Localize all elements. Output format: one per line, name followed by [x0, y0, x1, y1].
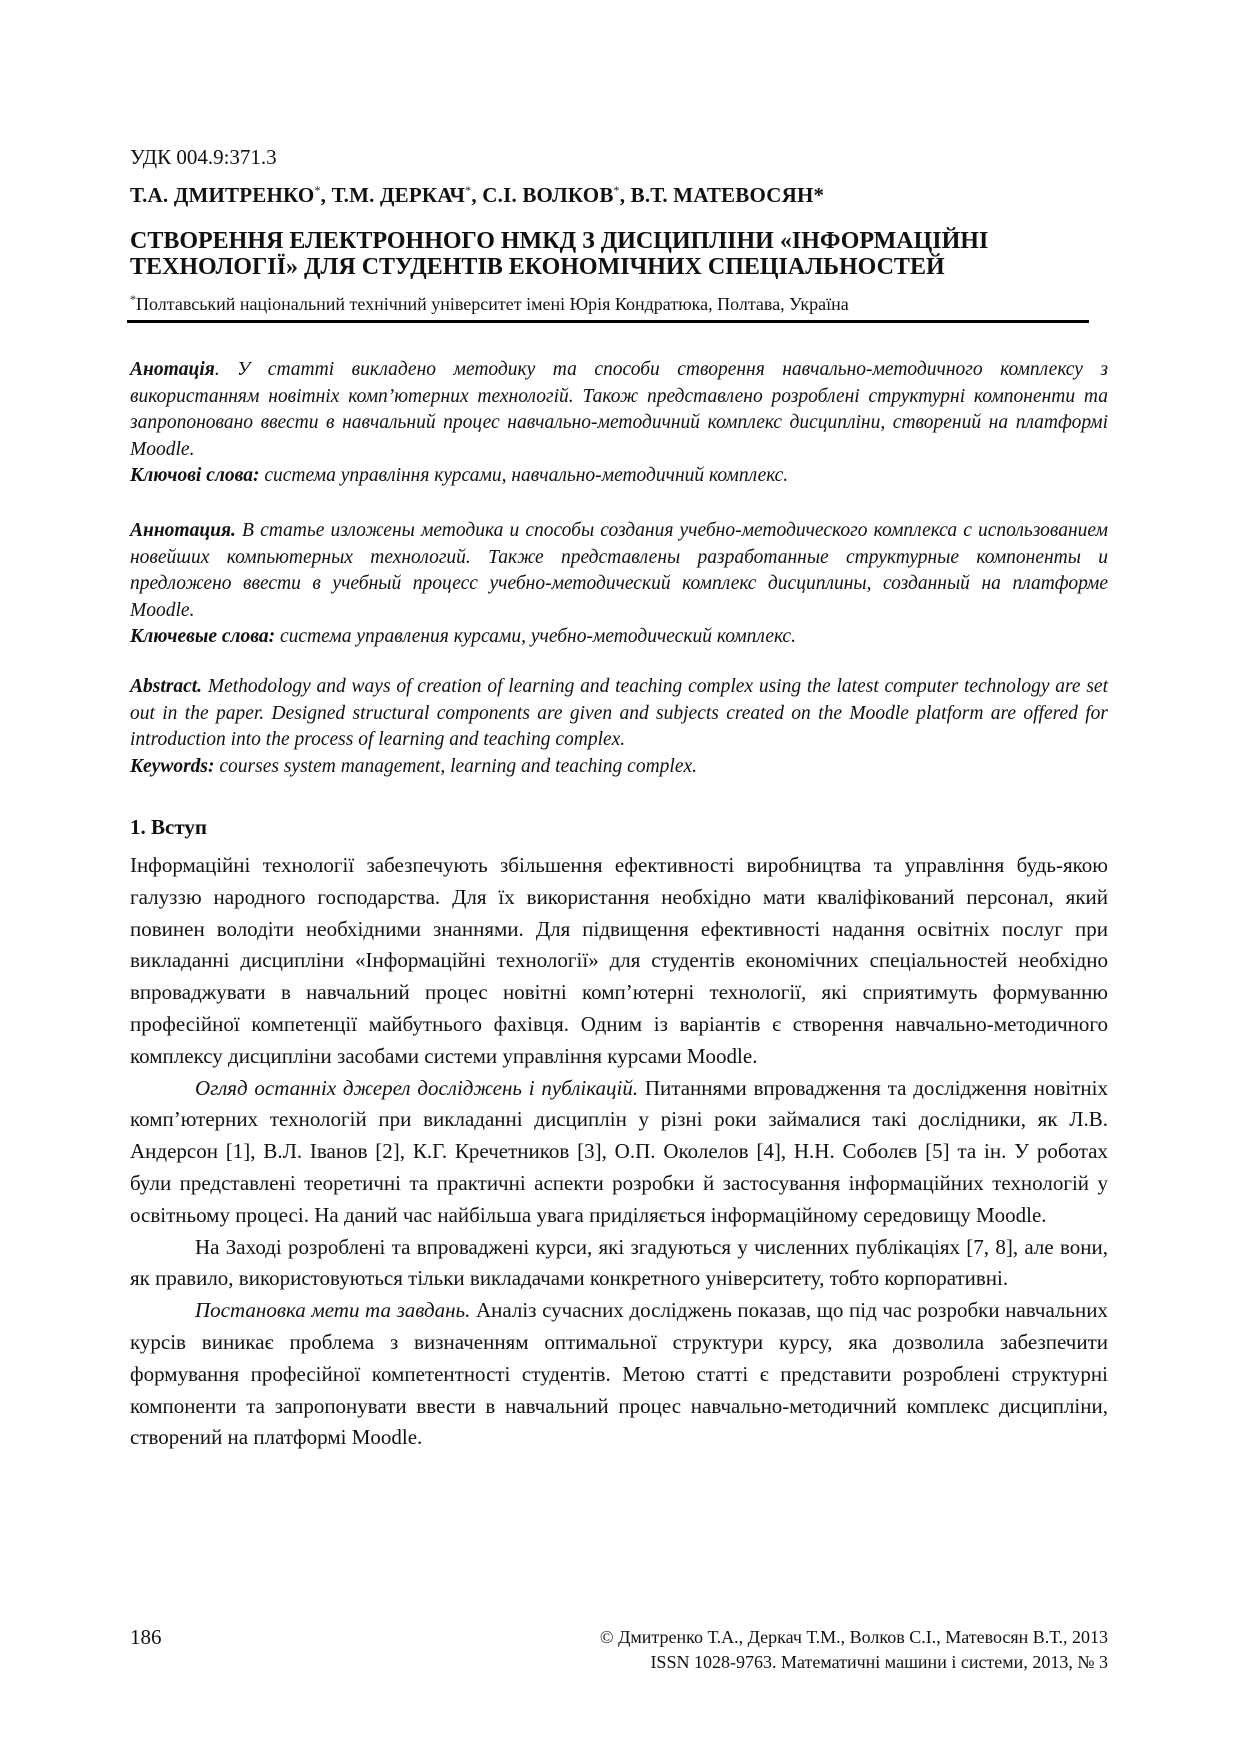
abstract-ukrainian: [130, 357, 1108, 490]
author-name: С.І. ВОЛКОВ: [482, 183, 614, 207]
keywords: [130, 463, 1108, 490]
keywords-text: courses system management, learning and teaching complex.: [214, 755, 698, 777]
affiliation-mark: *: [613, 183, 620, 197]
paper-title: [130, 228, 1110, 280]
abstract-label: Abstract.: [130, 676, 203, 697]
affiliation-mark: *: [130, 292, 136, 306]
affiliation: [130, 292, 849, 315]
author-name: Т.М. ДЕРКАЧ: [331, 183, 466, 207]
udc-code: УДК 004.9:371.3: [130, 145, 277, 169]
author-list: Т.А. ДМИТРЕНКО*, Т.М. ДЕРКАЧ*, С.І. ВОЛКОВ*, В.Т. МАТЕВОСЯН*: [130, 183, 825, 207]
abstract-label: Анотація: [130, 359, 215, 380]
paragraph: Постановка мети та завдань. Аналіз сучасних досліджень показав, що під час розробки навчальних курсів виникає проблема з визначенням оптимальної структури курсу, яка дозволила забезпечити формування професійної компетентності студентів. Метою статті є представити розроблені структурні компоненти та запропонувати ввести в навчальний процес навчально-методичний комплекс дисципліни, створений на платформі Moodle.: [130, 1298, 1108, 1450]
keywords-label: Ключові слова:: [130, 465, 260, 486]
author-name: Т.А. ДМИТРЕНКО: [130, 183, 315, 207]
page-footer: [600, 1625, 1108, 1675]
journal-line: ISSN 1028-9763. Математичні машини і системи, 2013, № 3: [650, 1652, 1108, 1672]
header-rule: [127, 320, 1089, 323]
section-body: [130, 850, 1108, 1454]
keywords-text: система управления курсами, учебно-методический комплекс.: [275, 626, 796, 647]
abstract-english: [130, 674, 1108, 780]
keywords-label: Ключевые слова:: [130, 626, 276, 647]
keywords-label: Keywords:: [130, 755, 215, 777]
abstract-text: В статье изложены методика и способы создания учебно-методического комплекса с использованием новейших компьютерных технологий. Также представлены разработанные структурные компоненты и предложено ввести в учебный процесс учебно-методический комплекс дисциплины, созданный на платформе Moodle.: [130, 520, 1108, 621]
keywords: [130, 624, 1108, 651]
abstract-russian: [130, 518, 1108, 651]
title-line: СТВОРЕННЯ ЕЛЕКТРОННОГО НМКД З ДИСЦИПЛІНИ «ІНФОРМАЦІЙНІ: [130, 228, 989, 254]
author-name: В.Т. МАТЕВОСЯН*: [630, 183, 825, 207]
paragraph: Огляд останніх джерел досліджень і публікацій. Питаннями впровадження та дослідження новітніх комп’ютерних технологій при викладанні дисциплін у різні роки займалися такі дослідники, як Л.В. Андерсон [1], В.Л. Іванов [2], К.Г. Кречетников [3], О.П. Околелов [4], Н.Н. Соболєв [5] та ін. У роботах були представлені теоретичні та практичні аспекти розробки й застосування інформаційних технологій у освітньому процесі. На даний час найбільша увага приділяється інформаційному середовищу Moodle.: [130, 1075, 1108, 1227]
abstract-text: Methodology and ways of creation of learning and teaching complex using the latest computer technology are set out in the paper. Designed structural components are given and subjects created on the Moodle platform are offered for introduction into the process of learning and teaching complex.: [130, 676, 1108, 750]
affiliation-mark: *: [314, 183, 321, 197]
copyright-line: © Дмитренко Т.А., Деркач Т.М., Волков С.І., Матевосян В.Т., 2013: [599, 1627, 1108, 1647]
page-number: 186: [130, 1625, 162, 1649]
abstract-label: Аннотация.: [130, 520, 236, 541]
affiliation-mark: *: [465, 183, 472, 197]
keywords-text: система управління курсами, навчально-методичний комплекс.: [259, 465, 789, 486]
paragraph: Інформаційні технології забезпечують збільшення ефективності виробництва та управління будь-якою галуззю народного господарства. Для їх використання необхідно мати кваліфікований персонал, який повинен володіти необхідними знаннями. Для підвищення ефективності надання освітніх послуг при викладанні дисципліни «Інформаційні технології» для студентів економічних спеціальностей необхідно впроваджувати в навчальний процес новітні комп’ютерні технології, які сприятимуть формуванню професійної компетенції майбутнього фахівця. Одним із варіантів є створення навчально-методичного комплексу дисципліни засобами системи управління курсами Moodle.: [130, 853, 1108, 1068]
section-heading: 1. Вступ: [130, 815, 207, 839]
paragraph-lead: Постановка мети та завдань.: [195, 1298, 471, 1323]
abstract-text: . У статті викладено методику та способи створення навчально-методичного комплексу з використанням новітніх комп’ютерних технологій. Також представлено розроблені структурні компоненти та запропоновано ввести в навчальний процес навчально-методичний комплекс дисципліни, створений на платформі Moodle.: [130, 359, 1108, 460]
paragraph-lead: Огляд останніх джерел досліджень і публікацій.: [195, 1075, 639, 1100]
affiliation-text: Полтавський національний технічний університет імені Юрія Кондратюка, Полтава, Україна: [136, 294, 849, 314]
keywords: [130, 754, 1108, 781]
title-line: ТЕХНОЛОГІЇ» ДЛЯ СТУДЕНТІВ ЕКОНОМІЧНИХ СПЕЦІАЛЬНОСТЕЙ: [130, 254, 945, 280]
paragraph: На Заході розроблені та впроваджені курси, які згадуються у численних публікаціях [7, 8], але вони, як правило, використовуються тільки викладачами конкретного університету, тобто корпоративні.: [130, 1234, 1108, 1291]
